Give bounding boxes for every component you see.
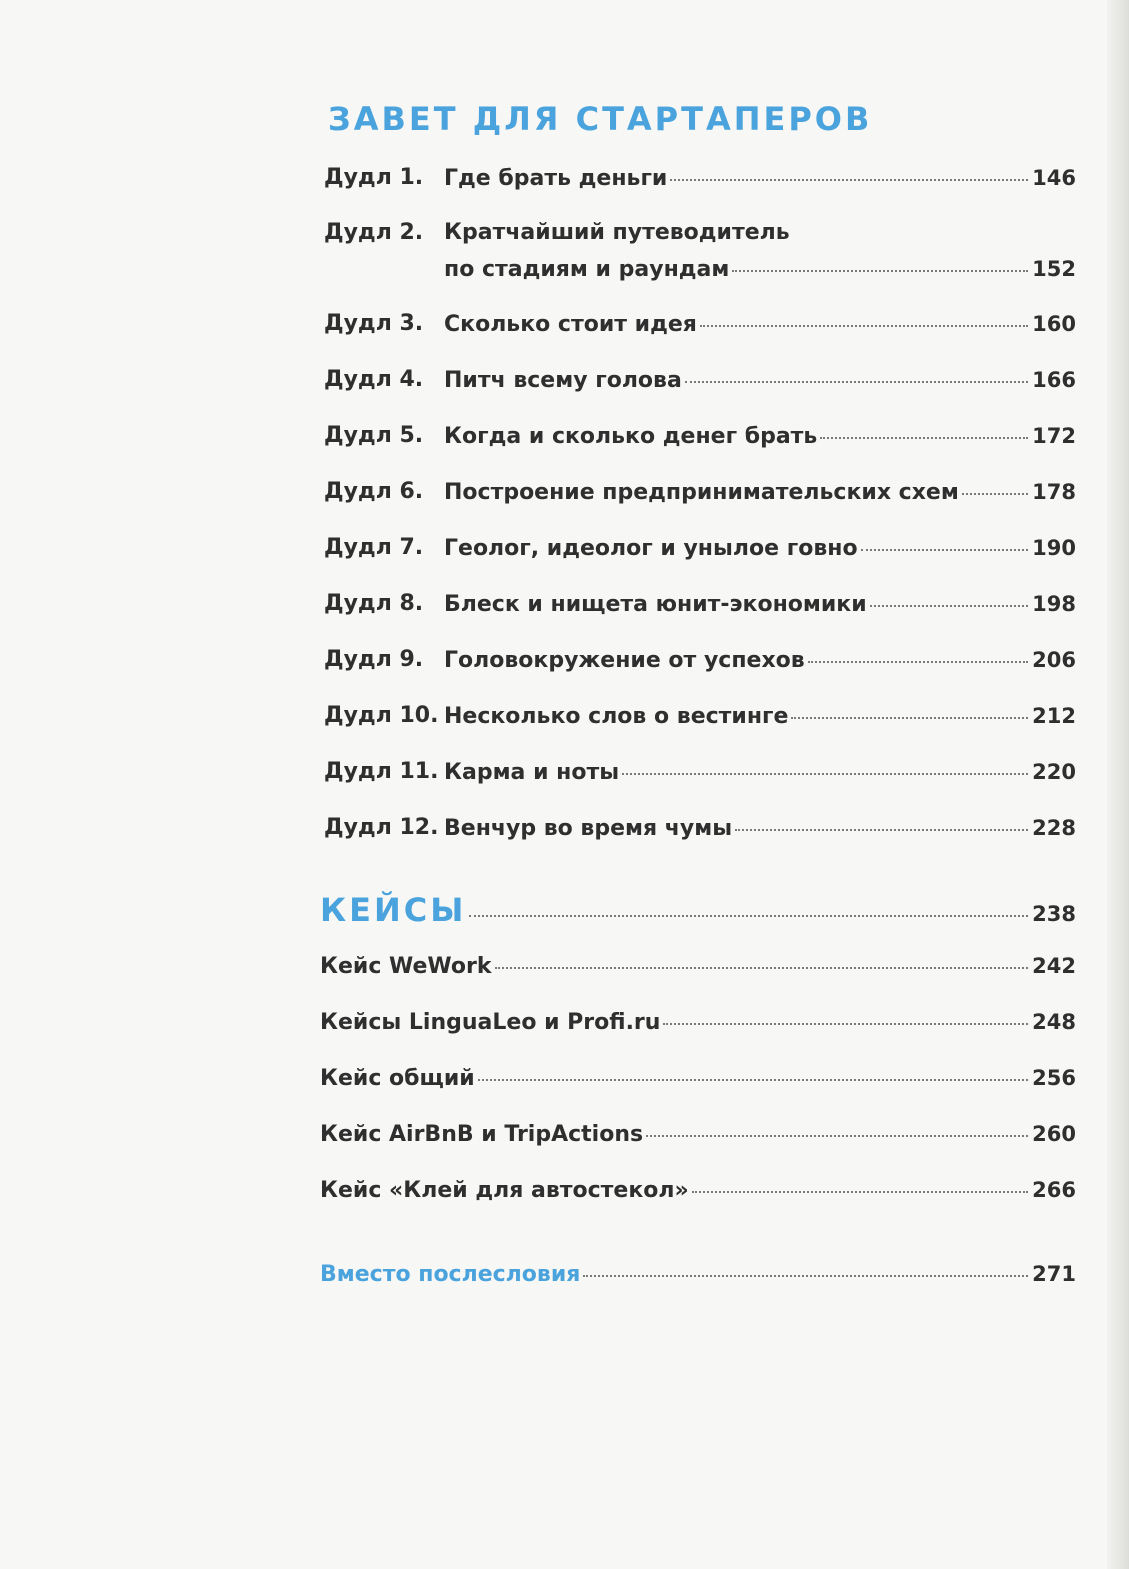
entry-page: 198	[1032, 592, 1076, 616]
entry-page: 220	[1032, 760, 1076, 784]
entry-title: Кейс «Клей для автостекол»	[320, 1178, 689, 1203]
entry-title: Где брать деньги	[444, 166, 668, 191]
entry-page: 248	[1032, 1010, 1076, 1034]
entry-title: Кейсы LinguaLeo и Profi.ru	[320, 1010, 661, 1035]
entry-title: Сколько стоит идея	[444, 312, 697, 337]
page-edge	[1107, 0, 1129, 1569]
entry-title: Геолог, идеолог и унылое говно	[444, 536, 858, 561]
dot-leader	[870, 605, 1029, 607]
dot-leader	[670, 179, 1028, 181]
entry-page: 178	[1032, 480, 1076, 504]
entry-title: Кейс общий	[320, 1066, 475, 1091]
dot-leader	[495, 967, 1029, 969]
entry-title: Блеск и нищета юнит-экономики	[444, 592, 867, 617]
entry-page: 260	[1032, 1122, 1076, 1146]
entry-label: Дудл 7.	[324, 535, 424, 560]
entry-label: Дудл 5.	[324, 423, 424, 448]
dot-leader	[583, 1275, 1028, 1277]
dot-leader	[700, 325, 1028, 327]
section-page: 238	[1032, 902, 1076, 926]
entry-label: Дудл 1.	[324, 165, 424, 190]
afterword-title: Вместо послесловия	[320, 1262, 581, 1287]
entry-page: 166	[1032, 368, 1076, 392]
entry-title: Головокружение от успехов	[444, 648, 805, 673]
dot-leader	[732, 270, 1028, 272]
dot-leader	[861, 549, 1029, 551]
dot-leader	[820, 437, 1028, 439]
dot-leader	[469, 915, 1028, 917]
entry-page: 212	[1032, 704, 1076, 728]
dot-leader	[663, 1023, 1028, 1025]
entry-page: 160	[1032, 312, 1076, 336]
dot-leader	[622, 773, 1028, 775]
entry-page: 152	[1032, 257, 1076, 281]
entry-page: 146	[1032, 166, 1076, 190]
entry-label: Дудл 10.	[324, 703, 439, 728]
entry-title: Несколько слов о вестинге	[444, 704, 789, 729]
dot-leader	[478, 1079, 1029, 1081]
entry-label: Дудл 6.	[324, 479, 424, 504]
entry-title-line-1: Кратчайший путеводитель	[444, 220, 790, 245]
dot-leader	[692, 1191, 1028, 1193]
afterword-page: 271	[1032, 1262, 1076, 1286]
entry-title: Построение предпринимательских схем	[444, 480, 959, 505]
entry-title: Венчур во время чумы	[444, 816, 733, 841]
dot-leader	[962, 493, 1028, 495]
entry-title: Карма и ноты	[444, 760, 620, 785]
entry-title: по стадиям и раундам	[444, 257, 730, 282]
entry-label: Дудл 4.	[324, 367, 424, 392]
entry-title: Кейс AirBnB и TripActions	[320, 1122, 644, 1147]
entry-title: Питч всему голова	[444, 368, 682, 393]
entry-label: Дудл 8.	[324, 591, 424, 616]
section-title-startup: ЗАВЕТ ДЛЯ СТАРТАПЕРОВ	[328, 100, 873, 138]
dot-leader	[735, 829, 1028, 831]
dot-leader	[685, 381, 1028, 383]
entry-page: 242	[1032, 954, 1076, 978]
dot-leader	[646, 1135, 1028, 1137]
entry-label: Дудл 12.	[324, 815, 439, 840]
entry-label: Дудл 11.	[324, 759, 439, 784]
entry-label: Дудл 2.	[324, 220, 424, 245]
section-title-cases: КЕЙСЫ	[320, 891, 467, 929]
entry-title: Кейс WeWork	[320, 954, 492, 979]
entry-label: Дудл 3.	[324, 311, 424, 336]
entry-page: 190	[1032, 536, 1076, 560]
entry-page: 256	[1032, 1066, 1076, 1090]
entry-label: Дудл 9.	[324, 647, 424, 672]
entry-page: 172	[1032, 424, 1076, 448]
dot-leader	[791, 717, 1028, 719]
dot-leader	[808, 661, 1028, 663]
entry-page: 206	[1032, 648, 1076, 672]
entry-page: 228	[1032, 816, 1076, 840]
entry-title: Когда и сколько денег брать	[444, 424, 818, 449]
entry-page: 266	[1032, 1178, 1076, 1202]
